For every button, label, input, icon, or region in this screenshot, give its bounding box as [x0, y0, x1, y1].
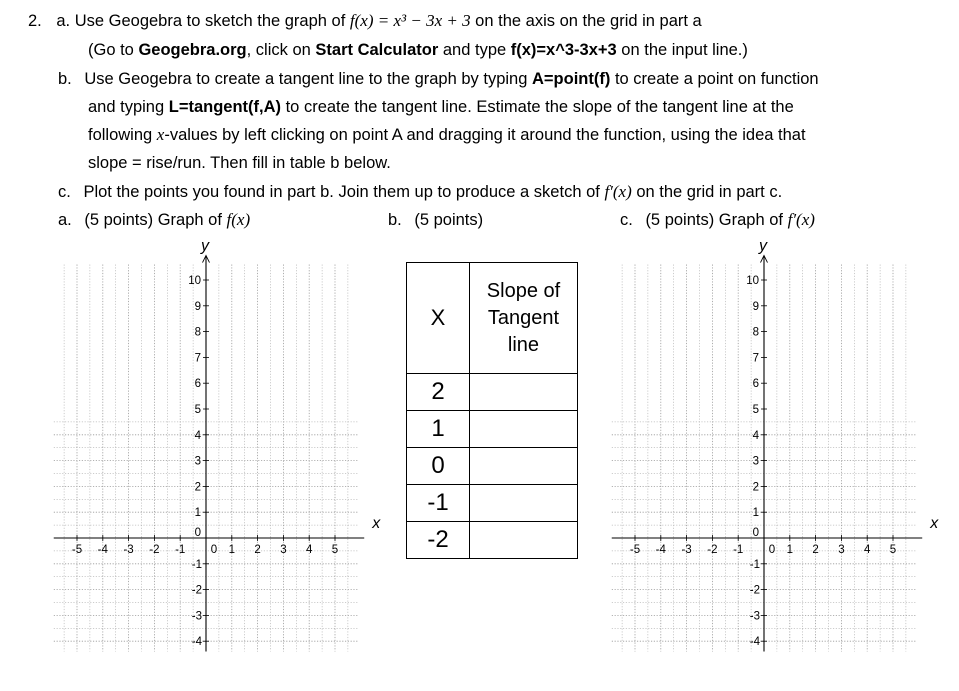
y-tick-label: -3: [749, 610, 760, 623]
graph-grid-f[interactable]: [56, 236, 381, 666]
x-tick-label-zero: 0: [210, 544, 218, 556]
y-tick-label: 8: [752, 326, 759, 339]
table-header-x: X: [407, 263, 470, 374]
x-tick-label: 1: [228, 544, 236, 556]
start-calculator-text: Start Calculator: [315, 41, 439, 59]
slope-answer-cell[interactable]: [470, 522, 578, 559]
section-c-fn: f′(x): [787, 210, 815, 229]
y-tick-label: 2: [752, 481, 759, 494]
input-command-text: f(x)=x^3-3x+3: [510, 41, 617, 59]
x-tick-label: 1: [786, 544, 794, 556]
header-slope-line-3: line: [507, 333, 540, 356]
part-a-click-on: , click on: [246, 41, 316, 59]
part-a-go-to: (Go to: [88, 41, 139, 59]
table-row: [407, 485, 578, 522]
x-tick-label-zero: 0: [768, 544, 776, 556]
part-b-text-3: and typing: [88, 98, 169, 116]
y-tick-label: -4: [749, 636, 760, 649]
part-b-line-4: [88, 153, 391, 173]
part-b-text-5: following: [88, 126, 157, 144]
section-b-title: [388, 210, 483, 230]
table-row: [407, 522, 578, 559]
y-tick-label: 9: [752, 300, 759, 313]
x-variable-text: x: [156, 125, 165, 144]
x-tick-label: -2: [707, 544, 718, 556]
y-axis-label: y: [759, 237, 767, 255]
x-value-cell: -1: [407, 485, 470, 522]
y-tick-label: 9: [194, 300, 201, 313]
part-c-text-2: on the grid in part c.: [631, 183, 783, 201]
function-f-definition: f(x) = x³ − 3x + 3: [349, 11, 471, 30]
part-a-input-line: on the input line.): [616, 41, 748, 59]
y-tick-label: 3: [752, 455, 759, 468]
section-a-fn: f(x): [226, 210, 251, 229]
x-tick-label: 2: [254, 544, 261, 556]
table-row: [407, 411, 578, 448]
y-tick-label: 5: [194, 404, 201, 416]
header-slope-line-2: Tangent: [487, 306, 560, 329]
slope-answer-cell[interactable]: [470, 448, 578, 485]
y-tick-label: 1: [194, 507, 201, 520]
section-c-title: [620, 210, 815, 230]
y-tick-label: 8: [194, 326, 201, 339]
part-c-line-1: [58, 182, 782, 202]
section-b-label: b.: [388, 211, 402, 229]
x-tick-label: -1: [733, 544, 744, 556]
section-a-text: (5 points) Graph of: [84, 211, 227, 229]
x-value-cell: 1: [407, 411, 470, 448]
y-tick-label: 6: [194, 378, 201, 391]
question-number: 2.: [28, 12, 42, 30]
x-tick-label: -5: [71, 544, 83, 556]
y-tick-label: 7: [752, 352, 759, 365]
part-a-text-2: on the axis on the grid in part a: [470, 12, 702, 30]
y-tick-label: 0: [752, 527, 759, 539]
x-axis-label: x: [372, 515, 381, 532]
part-b-line-2: [88, 97, 794, 117]
table-header-slope: [470, 263, 578, 374]
part-b-label: b.: [58, 70, 72, 88]
section-a-title: [58, 210, 250, 230]
y-tick-label: -1: [749, 558, 760, 571]
y-tick-label: -2: [749, 584, 760, 597]
function-f-prime: f′(x): [604, 182, 632, 201]
part-b-line-1: [58, 69, 819, 89]
table-row: [407, 448, 578, 485]
x-value-cell: 2: [407, 374, 470, 411]
part-b-text-1: Use Geogebra to create a tangent line to the graph by typing: [84, 70, 532, 88]
x-tick-label: 3: [838, 544, 845, 556]
part-a-and-type: and type: [438, 41, 511, 59]
slope-answer-cell[interactable]: [470, 485, 578, 522]
part-b-text-2: to create a point on function: [610, 70, 819, 88]
x-tick-label: -5: [629, 544, 641, 556]
part-a-line-2: [88, 40, 748, 60]
geogebra-site-text: Geogebra.org: [138, 41, 247, 59]
slope-answer-cell[interactable]: [470, 411, 578, 448]
y-tick-label: 1: [752, 507, 759, 520]
y-tick-label: 2: [194, 481, 201, 494]
part-c-text-1: Plot the points you found in part b. Join them up to produce a sketch of: [83, 183, 605, 201]
x-tick-label: -2: [149, 544, 160, 556]
x-tick-label: 5: [331, 544, 339, 556]
part-a-line-1: [28, 11, 702, 31]
y-tick-label: 4: [752, 429, 759, 442]
y-tick-label: 10: [188, 275, 201, 287]
x-tick-label: -4: [97, 544, 108, 556]
slope-answer-cell[interactable]: [470, 374, 578, 411]
y-tick-label: 5: [752, 404, 759, 416]
y-tick-label: -4: [191, 636, 202, 649]
tangent-command-text: L=tangent(f,A): [168, 98, 282, 116]
x-tick-label: 5: [889, 544, 897, 556]
y-tick-label: 4: [194, 429, 201, 442]
y-tick-label: 7: [194, 352, 201, 365]
x-tick-label: 4: [863, 544, 871, 556]
point-command-text: A=point(f): [532, 70, 611, 88]
x-axis-label: x: [930, 515, 939, 532]
part-a-text-1: Use Geogebra to sketch the graph of: [74, 12, 350, 30]
section-c-text: (5 points) Graph of: [645, 211, 788, 229]
y-tick-label: 0: [194, 527, 201, 539]
x-tick-label: -3: [681, 544, 692, 556]
section-a-label: a.: [58, 211, 72, 229]
y-tick-label: 6: [752, 378, 759, 391]
x-value-cell: 0: [407, 448, 470, 485]
x-tick-label: -4: [655, 544, 666, 556]
x-value-cell: -2: [407, 522, 470, 559]
x-tick-label: -3: [123, 544, 134, 556]
graph-grid-f-prime[interactable]: [614, 236, 944, 666]
y-tick-label: -2: [191, 584, 202, 597]
part-b-text-4: to create the tangent line. Estimate the slope of the tangent line at the: [281, 98, 794, 116]
x-tick-label: 3: [280, 544, 287, 556]
x-tick-label: -1: [175, 544, 186, 556]
part-a-label: a.: [56, 12, 71, 30]
part-b-text-7: slope = rise/run. Then fill in table b below.: [88, 154, 391, 172]
part-c-label: c.: [58, 183, 71, 201]
slope-table: [406, 262, 578, 559]
y-axis-label: y: [201, 237, 209, 255]
section-c-label: c.: [620, 211, 633, 229]
y-tick-label: 3: [194, 455, 201, 468]
section-b-text: (5 points): [414, 211, 484, 229]
x-tick-label: 4: [305, 544, 313, 556]
y-tick-label: 10: [746, 275, 759, 287]
y-tick-label: -3: [191, 610, 202, 623]
table-row: [407, 374, 578, 411]
header-slope-line-1: Slope of: [486, 279, 561, 302]
part-b-line-3: [88, 125, 806, 145]
y-tick-label: -1: [191, 558, 202, 571]
x-tick-label: 2: [812, 544, 819, 556]
part-b-text-6: -values by left clicking on point A and dragging it around the function, using the idea that: [164, 126, 806, 144]
